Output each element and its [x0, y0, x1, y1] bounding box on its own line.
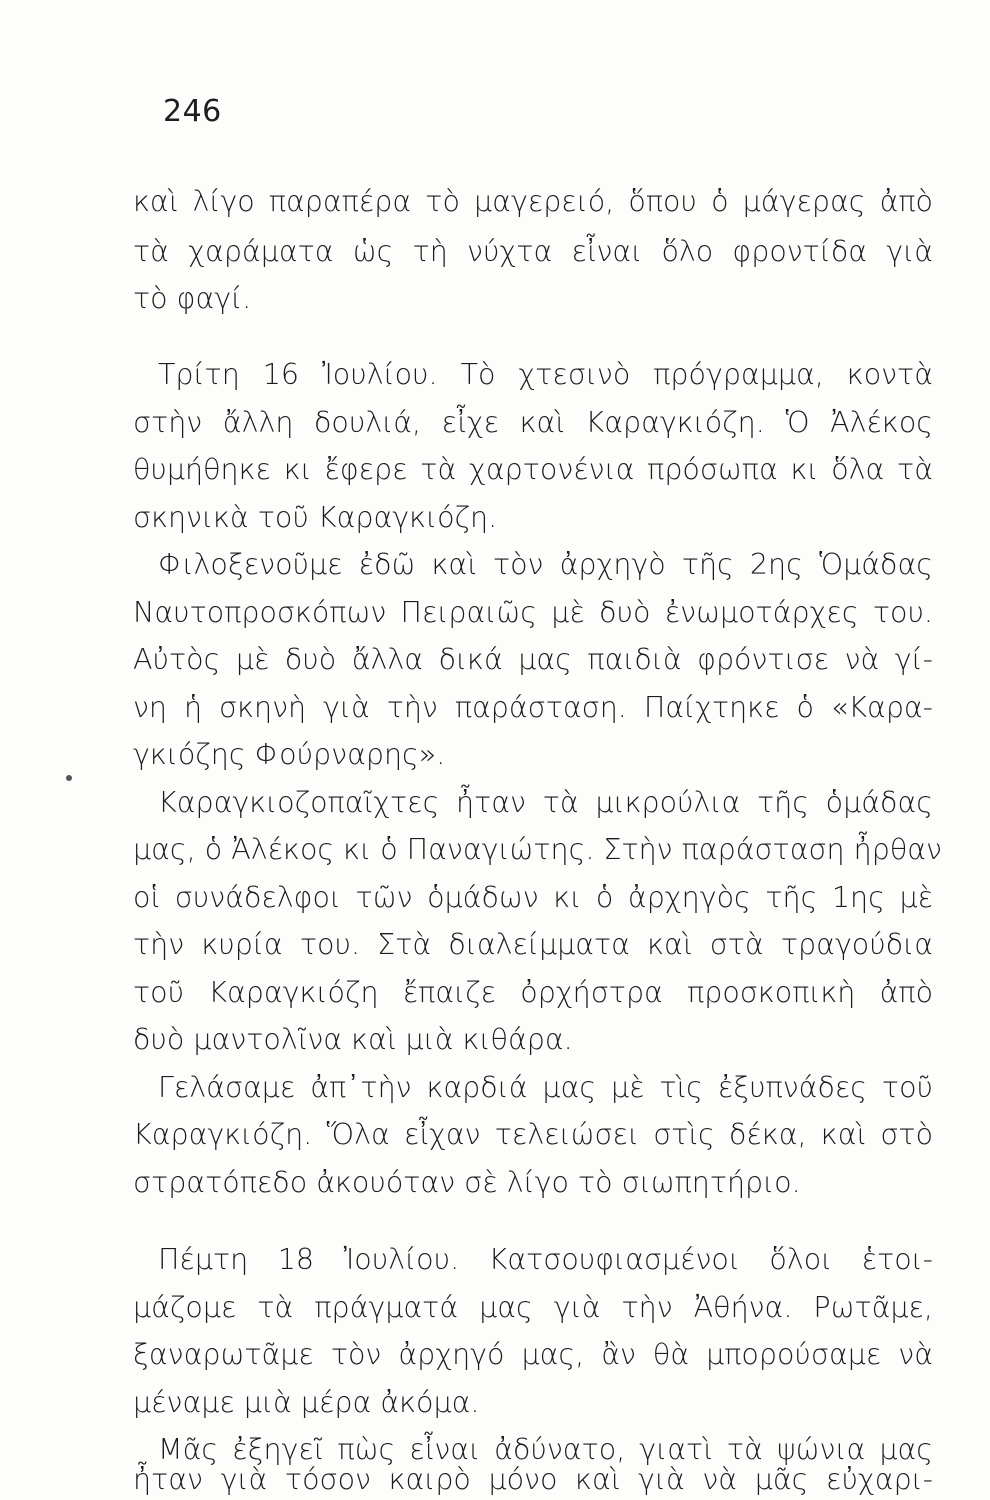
- text-line: καὶ λίγο παραπέρα τὸ μαγερειό, ὅπου ὁ μάγερας ἀπὸ: [133, 185, 933, 218]
- text-line: Γελάσαμε ἀπ᾿τὴν καρδιά μας μὲ τὶς ἐξυπνάδες τοῦ: [158, 1071, 933, 1104]
- text-line: Τρίτη 16 Ἰουλίου. Τὸ χτεσινὸ πρόγραμμα, κοντὰ: [158, 358, 933, 391]
- text-line: γκιόζης Φούρναρης».: [133, 738, 446, 771]
- text-line: τὴν κυρία του. Στὰ διαλείμματα καὶ στὰ τραγούδια: [133, 928, 933, 961]
- text-line: οἱ συνάδελφοι τῶν ὁμάδων κι ὁ ἀρχηγὸς τῆς 1ης μὲ: [133, 881, 933, 914]
- text-line: τὸ φαγί.: [133, 282, 252, 315]
- page-number: 246: [163, 94, 222, 129]
- text-line: ξαναρωτᾶμε τὸν ἀρχηγό μας, ἂν θὰ μπορούσαμε νὰ: [133, 1338, 933, 1371]
- text-line: μάζομε τὰ πράγματά μας γιὰ τὴν Ἀθήνα. Ρωτᾶμε,: [133, 1291, 933, 1324]
- text-line: Καραγκιοζοπαῖχτες ἦταν τὰ μικρούλια τῆς ὁμάδας: [158, 786, 933, 819]
- text-line: σκηνικὰ τοῦ Καραγκιόζη.: [133, 501, 498, 534]
- text-line: στρατόπεδο ἀκουόταν σὲ λίγο τὸ σιωπητήριο.: [133, 1166, 801, 1199]
- text-line: στὴν ἄλλη δουλιά, εἶχε καὶ Καραγκιόζη. Ὁ Ἀλέκος: [133, 406, 933, 439]
- margin-dot: [66, 775, 72, 781]
- text-line: Φιλοξενοῦμε ἐδῶ καὶ τὸν ἀρχηγὸ τῆς 2ης Ὁμάδας: [158, 548, 933, 581]
- text-line: τὰ χαράματα ὡς τὴ νύχτα εἶναι ὅλο φροντίδα γιὰ: [133, 235, 933, 268]
- text-line: τοῦ Καραγκιόζη ἔπαιζε ὀρχήστρα προσκοπικὴ ἀπὸ: [133, 976, 933, 1009]
- text-line: μέναμε μιὰ μέρα ἀκόμα.: [133, 1386, 480, 1419]
- text-line: Αὐτὸς μὲ δυὸ ἄλλα δικά μας παιδιὰ φρόντισε νὰ γί-: [133, 643, 933, 676]
- text-line: Καραγκιόζη. Ὅλα εἶχαν τελειώσει στὶς δέκα, καὶ στὸ: [133, 1118, 933, 1151]
- text-line: δυὸ μαντολῖνα καὶ μιὰ κιθάρα.: [133, 1023, 573, 1056]
- text-line: νη ἡ σκηνὴ γιὰ τὴν παράσταση. Παίχτηκε ὁ «Καρα-: [133, 691, 933, 724]
- text-line: Μᾶς ἐξηγεῖ πὼς εἶναι ἀδύνατο, γιατὶ τὰ ψώνια μας: [158, 1433, 933, 1466]
- text-line: Πέμτη 18 Ἰουλίου. Κατσουφιασμένοι ὅλοι ἑτοι-: [158, 1243, 933, 1276]
- text-line: ἦταν γιὰ τόσον καιρὸ μόνο καὶ γιὰ νὰ μᾶς εὐχαρι-: [133, 1463, 933, 1496]
- text-line: Ναυτοπροσκόπων Πειραιῶς μὲ δυὸ ἐνωμοτάρχες του.: [133, 596, 933, 629]
- text-line: θυμήθηκε κι ἔφερε τὰ χαρτονένια πρόσωπα κι ὅλα τὰ: [133, 453, 933, 486]
- text-line: μας, ὁ Ἀλέκος κι ὁ Παναγιώτης. Στὴν παράσταση ἦρθαν: [133, 833, 942, 866]
